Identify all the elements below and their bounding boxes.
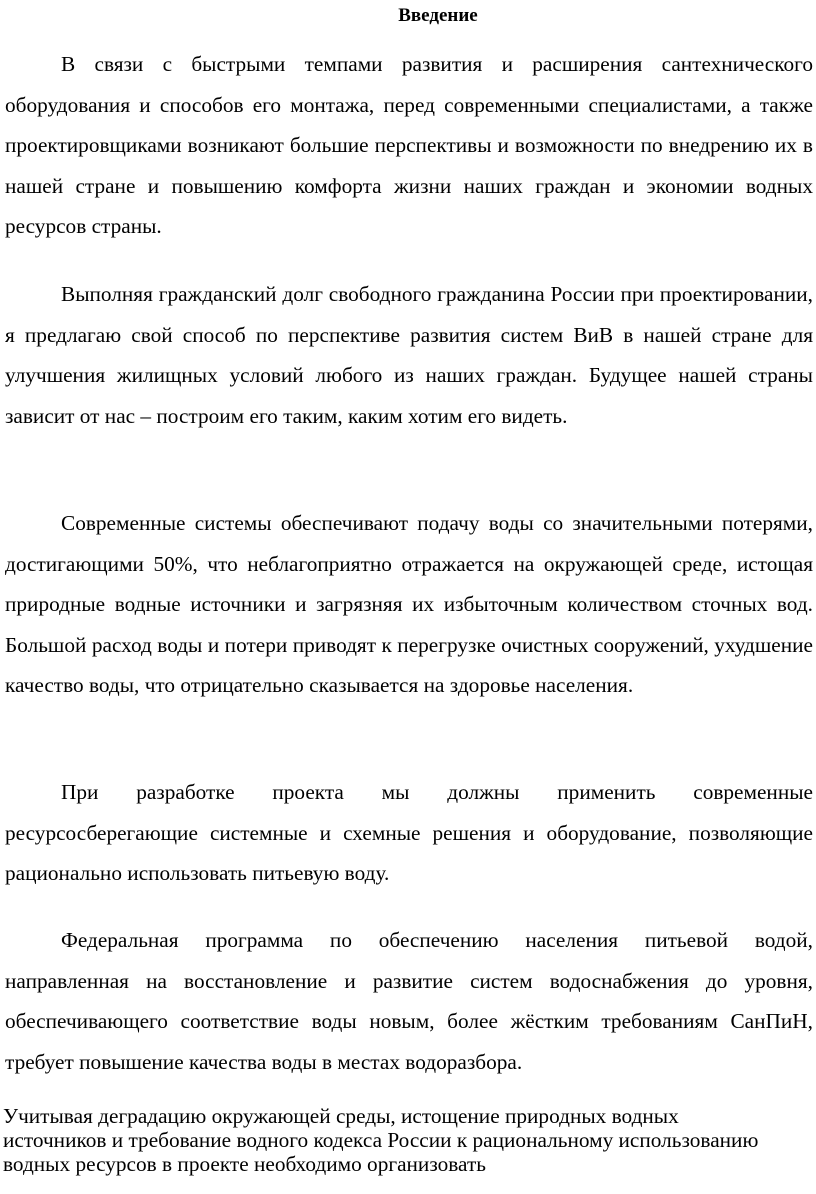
page-title: Введение: [398, 5, 478, 26]
paragraph-6: Учитывая деградацию окружающей среды, истощение природных водных источников и требование водного кодекса России к рациональному использованию водных ресурсов в проекте необходимо организовать: [3, 1104, 759, 1176]
paragraph-5: Федеральная программа по обеспечению населения питьевой водой, направленная на восстановление и развитие систем водоснабжения до уровня, обеспечивающего соответствие воды новым, более жёстким требованиям СанПиН, требует повышение качества воды в местах водоразбора.: [5, 928, 813, 1074]
paragraph-1: В связи с быстрыми темпами развития и расширения сантехнического оборудования и способов его монтажа, перед современными специалистами, а также проектировщиками возникают большие перспективы и возможности по внедрению их в нашей стране и повышению комфорта жизни наших граждан и экономии водных ресурсов страны.: [5, 52, 813, 238]
paragraph-2: Выполняя гражданский долг свободного гражданина России при проектировании, я предлагаю свой способ по перспективе развития систем ВиВ в нашей стране для улучшения жилищных условий любого из наших граждан. Будущее нашей страны зависит от нас – построим его таким, каким хотим его видеть.: [5, 282, 813, 428]
paragraph-3: Современные системы обеспечивают подачу воды со значительными потерями, достигающими 50%, что неблагоприятно отражается на окружающей среде, истощая природные водные источники и загрязняя их избыточным количеством сточных вод. Большой расход воды и потери приводят к перегрузке очистных сооружений, ухудшение качество воды, что отрицательно сказывается на здоровье населения.: [5, 511, 813, 697]
paragraph-4: При разработке проекта мы должны применить современные ресурсосберегающие системные и схемные решения и оборудование, позволяющие рационально использовать питьевую воду.: [5, 780, 813, 885]
